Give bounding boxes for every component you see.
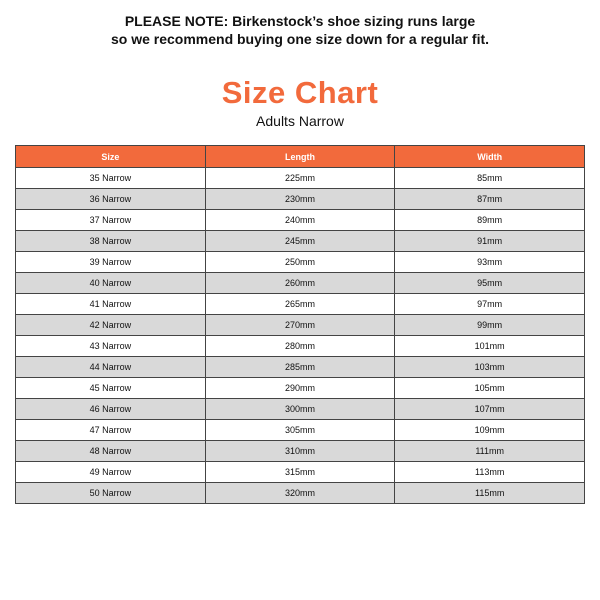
cell-width: 93mm (395, 252, 585, 273)
sizing-note-line-1: PLEASE NOTE: Birkenstock’s shoe sizing runs large (124, 13, 476, 29)
table-row (16, 378, 585, 399)
table-row (16, 168, 585, 189)
cell-width: 95mm (395, 273, 585, 294)
page-title: Size Chart (221, 75, 379, 110)
cell-size: 45 Narrow (16, 378, 206, 399)
cell-width: 115mm (395, 483, 585, 504)
cell-length: 300mm (205, 399, 395, 420)
cell-size: 37 Narrow (16, 210, 206, 231)
cell-width: 91mm (395, 231, 585, 252)
table-row (16, 294, 585, 315)
cell-length: 245mm (205, 231, 395, 252)
table-header-row (16, 146, 585, 168)
cell-length: 230mm (205, 189, 395, 210)
cell-length: 240mm (205, 210, 395, 231)
header-size: Size (16, 146, 206, 168)
cell-size: 47 Narrow (16, 420, 206, 441)
table-row (16, 441, 585, 462)
cell-width: 99mm (395, 315, 585, 336)
cell-length: 225mm (205, 168, 395, 189)
table-body (16, 168, 585, 504)
table-row (16, 252, 585, 273)
header-length: Length (205, 146, 395, 168)
size-chart-table (15, 145, 585, 504)
cell-size: 42 Narrow (16, 315, 206, 336)
cell-length: 315mm (205, 462, 395, 483)
cell-length: 320mm (205, 483, 395, 504)
table-row (16, 315, 585, 336)
cell-size: 41 Narrow (16, 294, 206, 315)
cell-width: 113mm (395, 462, 585, 483)
cell-length: 290mm (205, 378, 395, 399)
cell-length: 280mm (205, 336, 395, 357)
table-row (16, 357, 585, 378)
cell-size: 39 Narrow (16, 252, 206, 273)
table-row (16, 210, 585, 231)
cell-size: 50 Narrow (16, 483, 206, 504)
cell-length: 265mm (205, 294, 395, 315)
cell-width: 89mm (395, 210, 585, 231)
cell-size: 46 Narrow (16, 399, 206, 420)
cell-length: 250mm (205, 252, 395, 273)
page-subtitle: Adults Narrow (256, 113, 344, 129)
header-width: Width (395, 146, 585, 168)
cell-size: 40 Narrow (16, 273, 206, 294)
table-row (16, 273, 585, 294)
cell-length: 305mm (205, 420, 395, 441)
cell-width: 103mm (395, 357, 585, 378)
cell-length: 310mm (205, 441, 395, 462)
cell-size: 36 Narrow (16, 189, 206, 210)
cell-width: 109mm (395, 420, 585, 441)
cell-size: 38 Narrow (16, 231, 206, 252)
cell-length: 260mm (205, 273, 395, 294)
table-row (16, 231, 585, 252)
cell-width: 85mm (395, 168, 585, 189)
cell-size: 49 Narrow (16, 462, 206, 483)
table-row (16, 462, 585, 483)
table-row (16, 189, 585, 210)
sizing-note-line-2: so we recommend buying one size down for a regular fit. (110, 31, 490, 47)
cell-size: 44 Narrow (16, 357, 206, 378)
cell-width: 101mm (395, 336, 585, 357)
cell-length: 285mm (205, 357, 395, 378)
cell-size: 43 Narrow (16, 336, 206, 357)
cell-width: 87mm (395, 189, 585, 210)
table-row (16, 399, 585, 420)
table-row (16, 420, 585, 441)
cell-size: 48 Narrow (16, 441, 206, 462)
cell-size: 35 Narrow (16, 168, 206, 189)
table-row (16, 483, 585, 504)
cell-width: 97mm (395, 294, 585, 315)
cell-length: 270mm (205, 315, 395, 336)
cell-width: 105mm (395, 378, 585, 399)
cell-width: 111mm (395, 441, 585, 462)
cell-width: 107mm (395, 399, 585, 420)
sizing-note (0, 12, 600, 48)
table-row (16, 336, 585, 357)
